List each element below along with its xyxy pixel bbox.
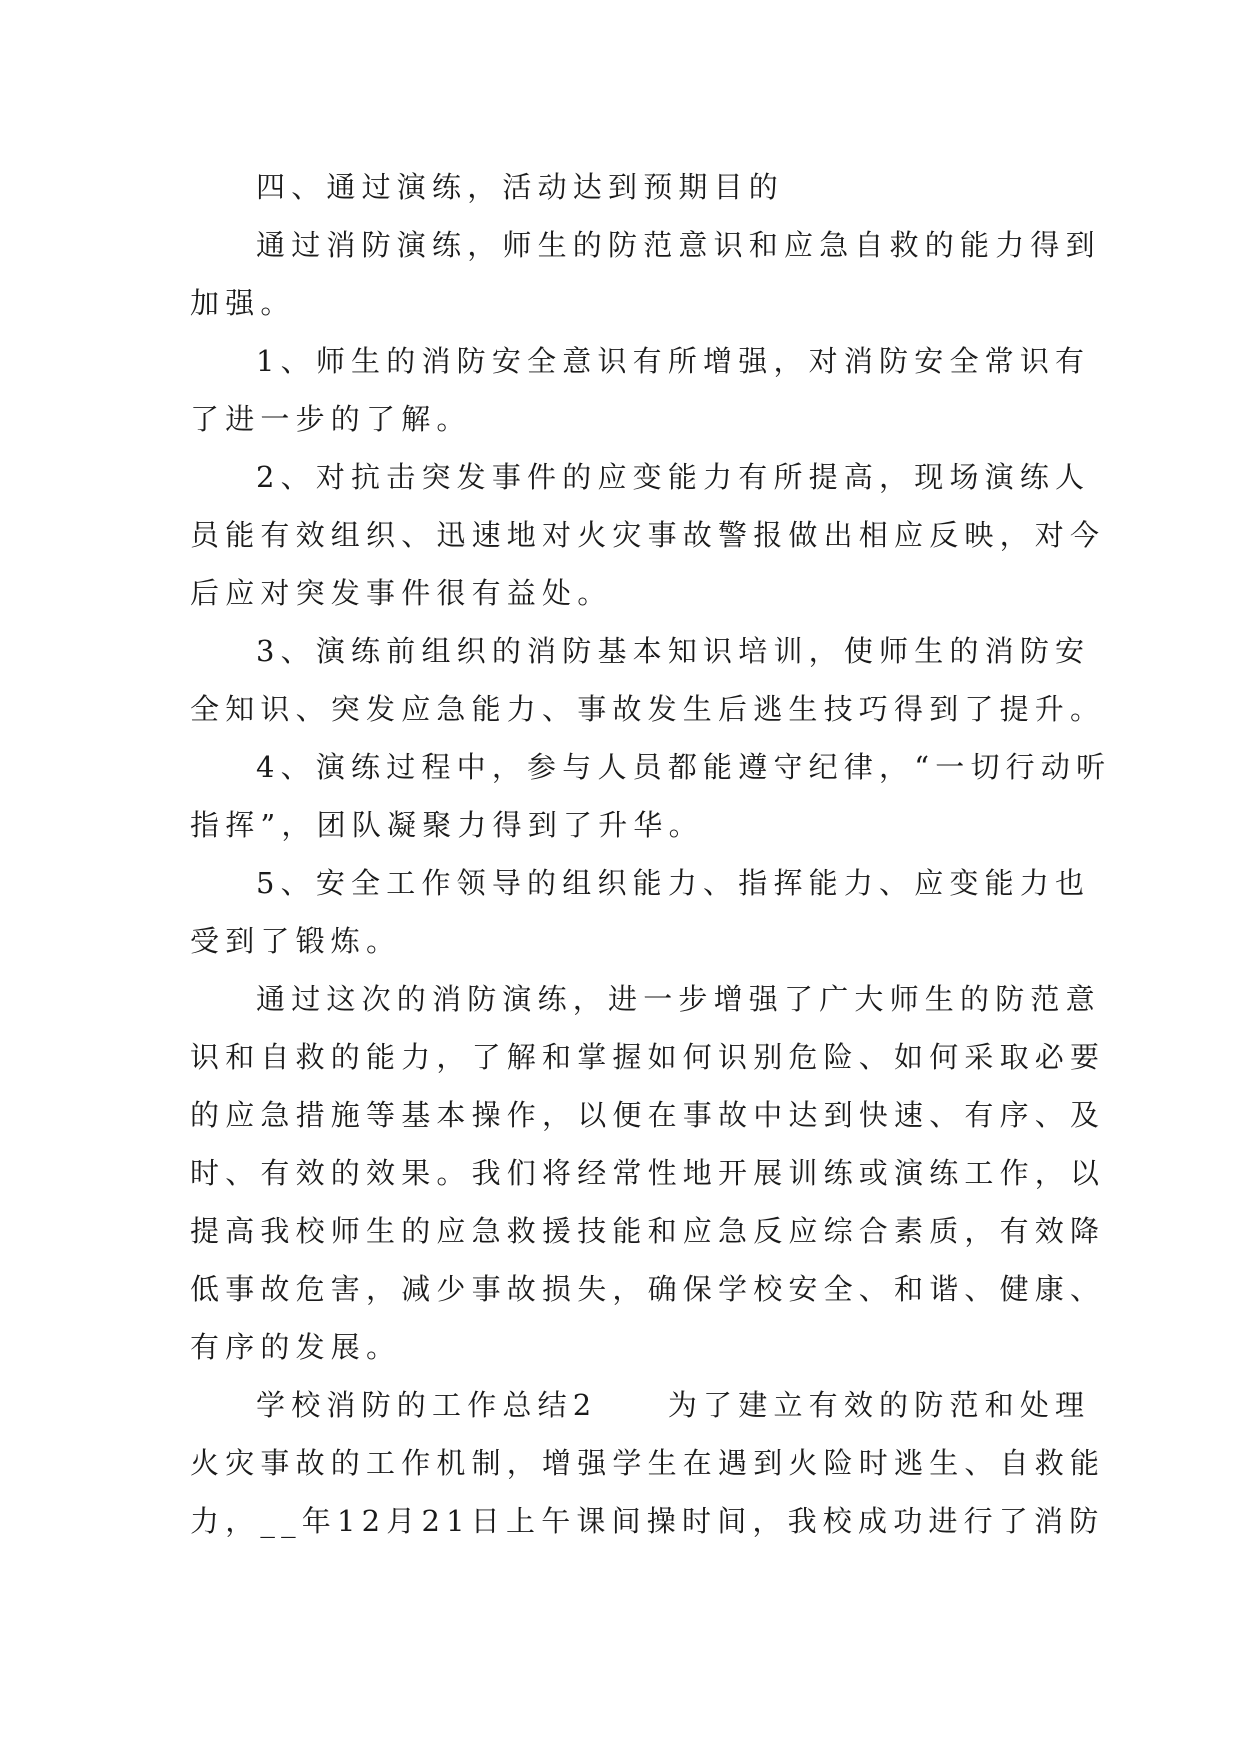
- next-section-line: 火灾事故的工作机制，增强学生在遇到火险时逃生、自救能: [190, 1446, 1106, 1480]
- list-item-4-line: 指挥”，团队凝聚力得到了升华。: [190, 808, 704, 842]
- list-item-3-line: 3、演练前组织的消防基本知识培训，使师生的消防安: [256, 634, 1091, 668]
- list-item-5-line: 5、安全工作领导的组织能力、指挥能力、应变能力也: [256, 866, 1091, 900]
- list-item-2-line: 后应对突发事件很有益处。: [190, 576, 613, 610]
- summary-paragraph-line: 提高我校师生的应急救援技能和应急反应综合素质，有效降: [190, 1214, 1106, 1248]
- section-heading: 四、通过演练，活动达到预期目的: [256, 170, 785, 204]
- paragraph-line: 通过消防演练，师生的防范意识和应急自救的能力得到: [256, 228, 1101, 262]
- summary-paragraph-line: 通过这次的消防演练，进一步增强了广大师生的防范意: [256, 982, 1101, 1016]
- summary-paragraph-line: 的应急措施等基本操作，以便在事故中达到快速、有序、及: [190, 1098, 1106, 1132]
- list-item-4-line: 4、演练过程中，参与人员都能遵守纪律，“一切行动听: [256, 750, 1112, 784]
- summary-paragraph-line: 有序的发展。: [190, 1330, 402, 1364]
- paragraph-line: 加强。: [190, 286, 296, 320]
- list-item-1-line: 了进一步的了解。: [190, 402, 472, 436]
- document-body: [190, 158, 1112, 1550]
- summary-paragraph-line: 时、有效的效果。我们将经常性地开展训练或演练工作，以: [190, 1156, 1106, 1190]
- list-item-1-line: 1、师生的消防安全意识有所增强，对消防安全常识有: [256, 344, 1091, 378]
- summary-paragraph-line: 识和自救的能力，了解和掌握如何识别危险、如何采取必要: [190, 1040, 1106, 1074]
- next-section-line: 学校消防的工作总结2 为了建立有效的防范和处理: [256, 1388, 1091, 1422]
- list-item-2-line: 2、对抗击突发事件的应变能力有所提高，现场演练人: [256, 460, 1091, 494]
- summary-paragraph-line: 低事故危害，减少事故损失，确保学校安全、和谐、健康、: [190, 1272, 1106, 1306]
- next-section-line: 力，__年12月21日上午课间操时间，我校成功进行了消防: [190, 1504, 1105, 1538]
- list-item-3-line: 全知识、突发应急能力、事故发生后逃生技巧得到了提升。: [190, 692, 1106, 726]
- list-item-5-line: 受到了锻炼。: [190, 924, 402, 958]
- list-item-2-line: 员能有效组织、迅速地对火灾事故警报做出相应反映，对今: [190, 518, 1106, 552]
